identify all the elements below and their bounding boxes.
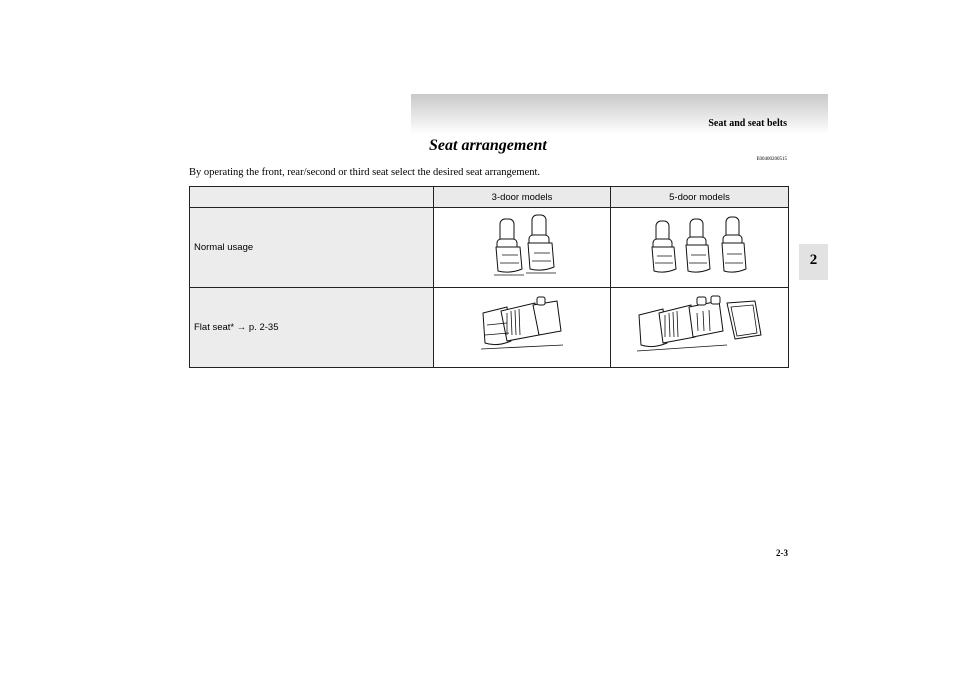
document-code: E00400200515 <box>756 157 787 162</box>
column-header-blank <box>190 187 434 208</box>
column-header-3door: 3-door models <box>434 187 611 208</box>
seat-arrangement-table <box>189 186 789 368</box>
seat-flat-5door-illustration <box>635 295 765 355</box>
intro-paragraph: By operating the front, rear/second or third seat select the desired seat arrangement. <box>189 167 541 178</box>
cell-flat-3door <box>434 288 611 368</box>
row-label-normal-usage: Normal usage <box>190 208 434 288</box>
column-header-5door: 5-door models <box>611 187 789 208</box>
table-row <box>190 208 789 288</box>
cell-normal-5door <box>611 208 789 288</box>
table-header-row <box>190 187 789 208</box>
seat-upright-5door-illustration <box>640 213 760 277</box>
cell-normal-3door <box>434 208 611 288</box>
header-section-title: Seat and seat belts <box>708 118 787 129</box>
page-title: Seat arrangement <box>429 137 547 154</box>
chapter-number: 2 <box>809 252 818 268</box>
row-label-flat-seat: Flat seat* → p. 2-35 <box>190 288 434 368</box>
cell-flat-5door <box>611 288 789 368</box>
seat-flat-3door-illustration <box>477 295 567 355</box>
seat-upright-3door-illustration <box>482 213 562 277</box>
table-row <box>190 288 789 368</box>
page-number: 2-3 <box>776 548 788 558</box>
